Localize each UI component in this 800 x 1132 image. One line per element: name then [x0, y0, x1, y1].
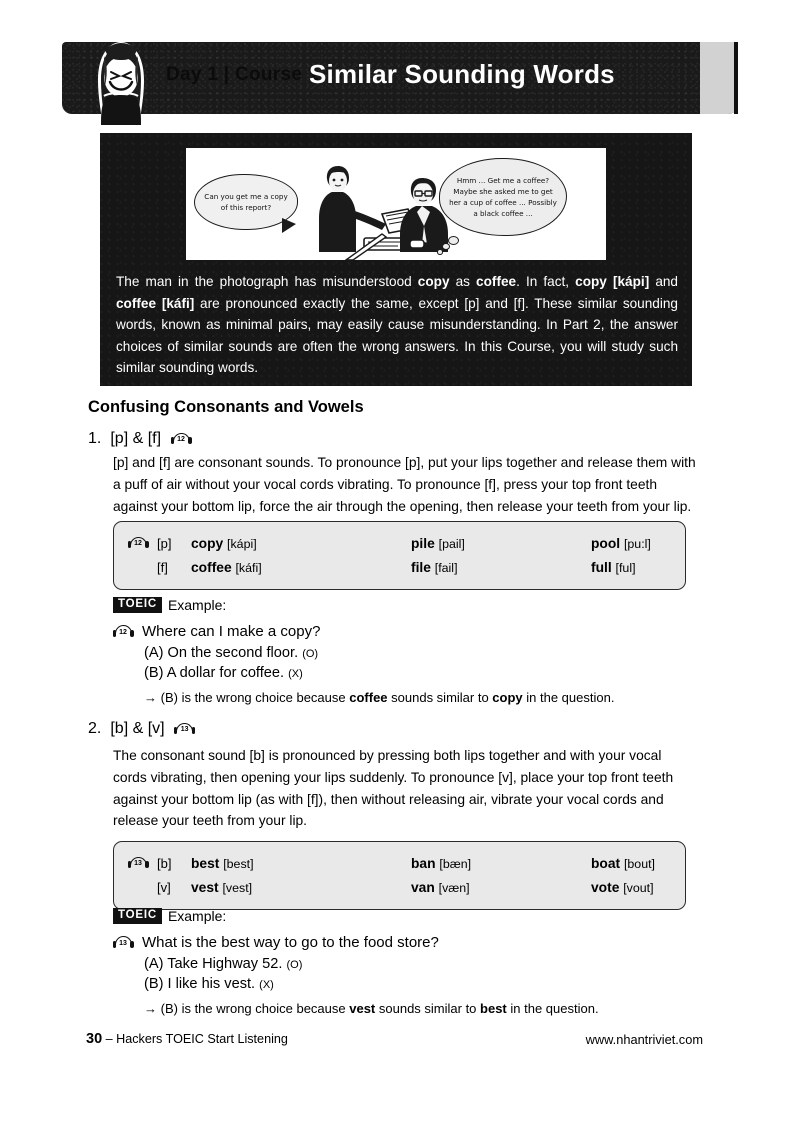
thought-bubble-man: Hmm ... Get me a coffee? Maybe she asked me to get her a cup of coffee ... Possibly a black coffee ...: [439, 158, 567, 236]
item-2-title: [88, 720, 196, 738]
question-text: What is the best way to go to the food store?: [142, 934, 439, 951]
choice-text: (A) Take Highway 52.: [144, 956, 283, 972]
word-ipa: [pu:l]: [623, 536, 651, 551]
headphone-icon[interactable]: [127, 857, 149, 870]
word-text: ban: [411, 855, 436, 871]
item-1-paragraph: [p] and [f] are consonant sounds. To pronounce [p], put your lips together and release them with a puff of air without your vocal cords vibrating. To pronounce [f], press your top front teeth against your bottom lip, force the air through the opening, then release your teeth from your lip.: [113, 455, 696, 514]
comic-strip: [186, 148, 606, 260]
page-number: 30: [86, 1031, 103, 1047]
example-question: [112, 934, 698, 951]
choice-mark: (O): [286, 959, 303, 971]
audio-track-number: 13: [134, 860, 142, 867]
headphone-icon[interactable]: [170, 433, 192, 446]
word-entry: [191, 856, 411, 871]
item-1-title: [88, 430, 192, 448]
thought-bubble-tail-medium: [442, 243, 450, 250]
word-entry: [191, 536, 411, 551]
phoneme-symbol: [v]: [157, 879, 171, 895]
word-ipa: [væn]: [438, 880, 470, 895]
word-text: full: [591, 559, 612, 575]
word-text: pool: [591, 535, 621, 551]
word-ipa: [kápi]: [227, 536, 257, 551]
answer-choice: [144, 976, 698, 992]
book-title: Hackers TOEIC Start Listening: [116, 1032, 288, 1046]
item-1-number: 1.: [88, 430, 102, 447]
footer-dash: –: [105, 1032, 113, 1046]
word-box-row: [114, 851, 685, 875]
word-entry: [591, 560, 685, 575]
answer-choice: [144, 645, 698, 661]
item-1-example-block: [113, 597, 698, 705]
page-header-banner: [62, 42, 738, 114]
word-entry: [411, 560, 591, 575]
intro-block: [100, 133, 692, 386]
intro-paragraph: The man in the photograph has misunderstood copy as coffee. In fact, copy [kápi] and coffee [káfi] are pronounced exactly the same, except [p] and [f]. These similar sounding words, known as minimal pairs, may easily cause misunderstanding. In Part 2, the answer choices of similar sounds are often the wrong answers. In this Course, you will study such similar sounding words.: [116, 274, 678, 375]
example-label: Example:: [167, 597, 227, 613]
headphone-icon[interactable]: [127, 537, 149, 550]
word-text: vote: [591, 879, 620, 895]
toeic-example-label: [113, 908, 698, 924]
word-box-row: [114, 555, 685, 579]
word-entry: [411, 880, 591, 895]
toeic-badge: TOEIC: [113, 597, 162, 613]
audio-track-number: 13: [119, 939, 127, 947]
phoneme-symbol: [p]: [157, 535, 172, 551]
footer-left: [86, 1031, 288, 1047]
word-ipa: [vout]: [623, 880, 654, 895]
word-ipa: [bout]: [623, 856, 655, 871]
explanation-text: (B) is the wrong choice because coffee sounds similar to copy in the question.: [160, 690, 615, 705]
footer-website: www.nhantriviet.com: [585, 1032, 703, 1047]
word-ipa: [káfi]: [235, 560, 262, 575]
word-box-row: [114, 531, 685, 555]
word-ipa: [fail]: [434, 560, 458, 575]
word-text: vest: [191, 879, 219, 895]
thought-bubble-tail-large: [448, 236, 459, 245]
item-1-word-box: [113, 521, 686, 590]
word-entry: [591, 880, 685, 895]
headphone-icon[interactable]: [112, 625, 134, 638]
header-right-tab: [700, 42, 738, 114]
toeic-example-label: [113, 597, 698, 613]
item-2-number: 2.: [88, 720, 102, 737]
word-ipa: [pail]: [438, 536, 465, 551]
word-entry: [411, 856, 591, 871]
arrow-icon: →: [144, 690, 157, 705]
word-text: boat: [591, 855, 621, 871]
word-entry: [191, 560, 411, 575]
question-text: Where can I make a copy?: [142, 623, 321, 640]
word-entry: [591, 856, 685, 871]
item-1-label: [p] & [f]: [110, 430, 162, 447]
thought-bubble-tail-small: [437, 249, 443, 255]
word-text: pile: [411, 535, 435, 551]
word-entry: [191, 880, 411, 895]
answer-choice: [144, 665, 698, 681]
word-text: file: [411, 559, 431, 575]
headphone-icon[interactable]: [174, 723, 196, 736]
section-heading: Confusing Consonants and Vowels: [88, 398, 364, 416]
page-title: Similar Sounding Words: [309, 59, 615, 89]
item-2-word-box: [113, 841, 686, 910]
answer-choice: [144, 956, 698, 972]
toeic-badge: TOEIC: [113, 908, 162, 924]
word-box-row: [114, 875, 685, 899]
word-ipa: [best]: [223, 856, 254, 871]
word-ipa: [vest]: [222, 880, 253, 895]
choice-mark: (X): [259, 979, 274, 991]
word-text: coffee: [191, 559, 232, 575]
phoneme-symbol: [b]: [157, 855, 172, 871]
choice-text: (B) A dollar for coffee.: [144, 665, 285, 681]
word-text: best: [191, 855, 220, 871]
choice-mark: (X): [288, 668, 303, 680]
arrow-icon: →: [144, 1001, 157, 1016]
choice-text: (A) On the second floor.: [144, 645, 299, 661]
word-ipa: [ful]: [615, 560, 636, 575]
audio-track-number: 12: [177, 436, 185, 443]
explanation-text: (B) is the wrong choice because vest sounds similar to best in the question.: [160, 1001, 599, 1016]
word-ipa: [bæn]: [439, 856, 472, 871]
item-2-paragraph: The consonant sound [b] is pronounced by pressing both lips together and with your vocal cords vibrating, then opening your lips suddenly. To pronounce [v], place your top front teeth against your bottom lip (as with [f]), then without releasing air, vibrate your vocal cords and release your teeth from your lip.: [113, 748, 674, 829]
audio-track-number: 13: [180, 726, 189, 733]
headphone-icon[interactable]: [112, 936, 134, 949]
header-eyebrow: Day 1 | Course 1: [166, 64, 319, 85]
word-entry: [411, 536, 591, 551]
item-2-example-block: [113, 908, 698, 1016]
example-label: Example:: [167, 908, 227, 924]
speech-bubble-tail: [282, 218, 296, 233]
smiling-girl-mascot-icon: [84, 36, 158, 128]
example-explanation: [144, 690, 698, 705]
example-explanation: [144, 1001, 698, 1016]
word-entry: [591, 536, 685, 551]
example-question: [112, 623, 698, 640]
word-text: copy: [191, 535, 224, 551]
audio-track-number: 12: [134, 540, 142, 547]
item-2-label: [b] & [v]: [110, 720, 165, 737]
choice-text: (B) I like his vest.: [144, 976, 256, 992]
speech-bubble-woman: Can you get me a copy of this report?: [194, 174, 298, 230]
word-text: van: [411, 879, 435, 895]
phoneme-symbol: [f]: [157, 559, 168, 575]
choice-mark: (O): [302, 648, 319, 660]
audio-track-number: 12: [119, 628, 127, 636]
